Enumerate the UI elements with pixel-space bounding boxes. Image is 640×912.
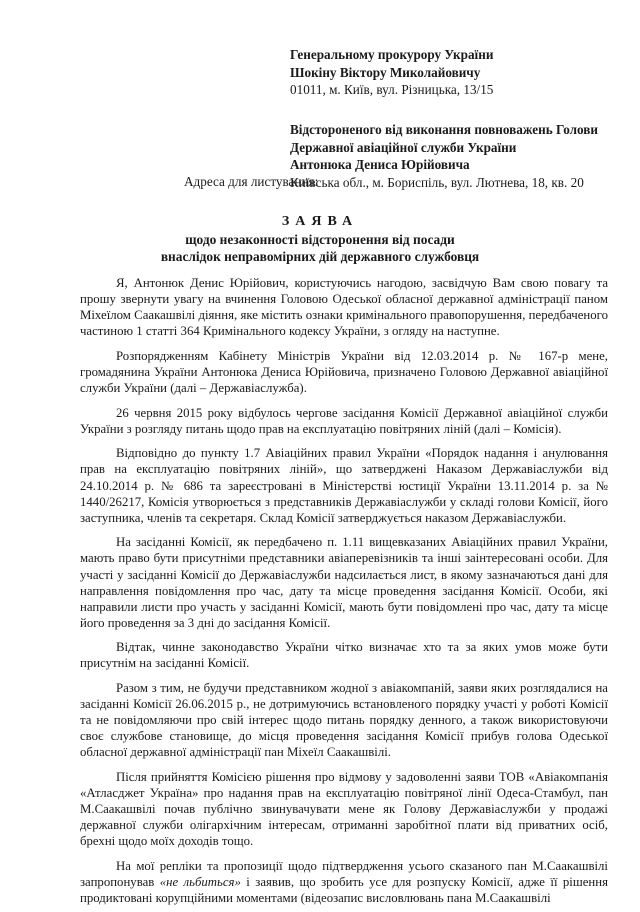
paragraph: На засіданні Комісії, як передбачено п. 1.11 вищевказаних Авіаційних правил України, мають право бути присутніми представники авіаперевізників та інші заінтересовані особи. Для участі у засіданні Комісії до Державіаслужби надсилається лист, в якому зазначаються дані для направлення повідомлення про час, дату та місце проведення засідання Комісії. Особи, які направили листи про участь у засіданні Комісії, мають бути повідомлені про час, дату та місце його проведення за 3 дні до засідання Комісії. bbox=[80, 535, 608, 630]
document-body bbox=[80, 275, 608, 912]
paragraph-last bbox=[80, 858, 608, 906]
sender-block bbox=[290, 121, 625, 191]
quoted-phrase: «не льбиться» bbox=[159, 875, 241, 890]
recipient-address: 01011, м. Київ, вул. Різницька, 13/15 bbox=[290, 82, 494, 98]
paragraph-text: На мої репліки та пропозиції щодо підтвердження усього сказаного пан М.Саакашвілі запропонував bbox=[80, 859, 608, 890]
paragraph: 26 червня 2015 року відбулось чергове засідання Комісії Державної авіаційної служби України з розгляду питань щодо прав на експлуатацію повітряних ліній (далі – Комісія). bbox=[80, 405, 608, 436]
sender-name: Антонюка Дениса Юрійовича bbox=[290, 157, 470, 173]
sender-position: Відстороненого від виконання повноважень Голови bbox=[290, 122, 599, 137]
paragraph-text: і заявив, що зробить усе для розпуску Комісії, адже її рішення продиктовані корупційними моментами (відеозапис висловлювань пана М.Саакашвілі bbox=[80, 875, 608, 906]
paragraph: Відповідно до пункту 1.7 Авіаційних правил України «Порядок надання і анулювання прав на експлуатацію повітряних ліній», що затверджені Наказом Державіаслужби від 24.10.2014 р. № 686 та зареєстровані в Міністерстві юстиції України 13.11.2014 р. за № 1440/26217, Комісія утворюється з представників Державіаслужби у складі голови Комісії, його заступника, членів та секретаря. Склад Комісії затверджується наказом Державіаслужби. bbox=[80, 446, 608, 525]
paragraph: Я, Антонюк Денис Юрійович, користуючись нагодою, засвідчую Вам свою повагу та прошу звернути увагу на вчинення Головою Одеської обласної державної адміністрації паном Міхеїлом Саакашвілі діяння, яке містить ознаки кримінального правопорушення, передбаченого частиною 1 статті 364 Кримінального кодексу України, з огляду на наступне. bbox=[80, 276, 608, 339]
paragraph: Відтак, чинне законодавство України чітко визначає хто та за яких умов може бути присутнім на засіданні Комісії. bbox=[80, 640, 608, 671]
sender-mail-address: Київська обл., м. Бориспіль, вул. Лютнева, 18, кв. 20 bbox=[290, 174, 584, 190]
recipient-block bbox=[290, 46, 625, 99]
paragraph: Розпорядженням Кабінету Міністрів України від 12.03.2014 р. № 167-р мене, громадянина України Антонюка Дениса Юрійовича, призначено Головою Державної авіаційної служби України (далі – Державіаслужба). bbox=[80, 348, 608, 396]
sender-organization: Державної авіаційної служби України bbox=[290, 139, 517, 155]
document-title bbox=[0, 213, 640, 265]
paragraph: Разом з тим, не будучи представником жодної з авіакомпаній, заяви яких розглядалися на засіданні Комісії 26.06.2015 р., не дотримуючись встановленого порядку участі у роботі Комісії та не повідомляючи про свій інтерес щодо питань порядку денного, а також використовуючи своє службове становище, до місця проведення засідання Комісії прибув голова Одеської обласної державної адміністрації пан Міхеїл Саакашвілі. bbox=[80, 681, 608, 760]
recipient-name: Шокіну Віктору Миколайовичу bbox=[290, 64, 481, 80]
title-subtitle-1: щодо незаконності відсторонення від посади bbox=[185, 232, 455, 247]
title-main: ЗАЯВА bbox=[281, 214, 359, 229]
paragraph: Після прийняття Комісією рішення про відмову у задоволенні заяви ТОВ «Авіакомпанія «Атласджет Україна» про надання прав на експлуатацію повітряної лінії Одеса-Стамбул, пан М.Саакашвілі почав публічно звинувачувати мене як Голову Державіаслужби у продажі державної служби олігархічним інтересам, отриманні заробітної плати від приватних осіб, брехні щодо моїх доходів тощо. bbox=[80, 770, 608, 849]
mail-address-label: Адреса для листування: bbox=[184, 174, 319, 189]
recipient-title: Генеральному прокурору України bbox=[290, 47, 494, 62]
title-subtitle-2: внаслідок неправомірних дій державного службовця bbox=[160, 249, 480, 264]
